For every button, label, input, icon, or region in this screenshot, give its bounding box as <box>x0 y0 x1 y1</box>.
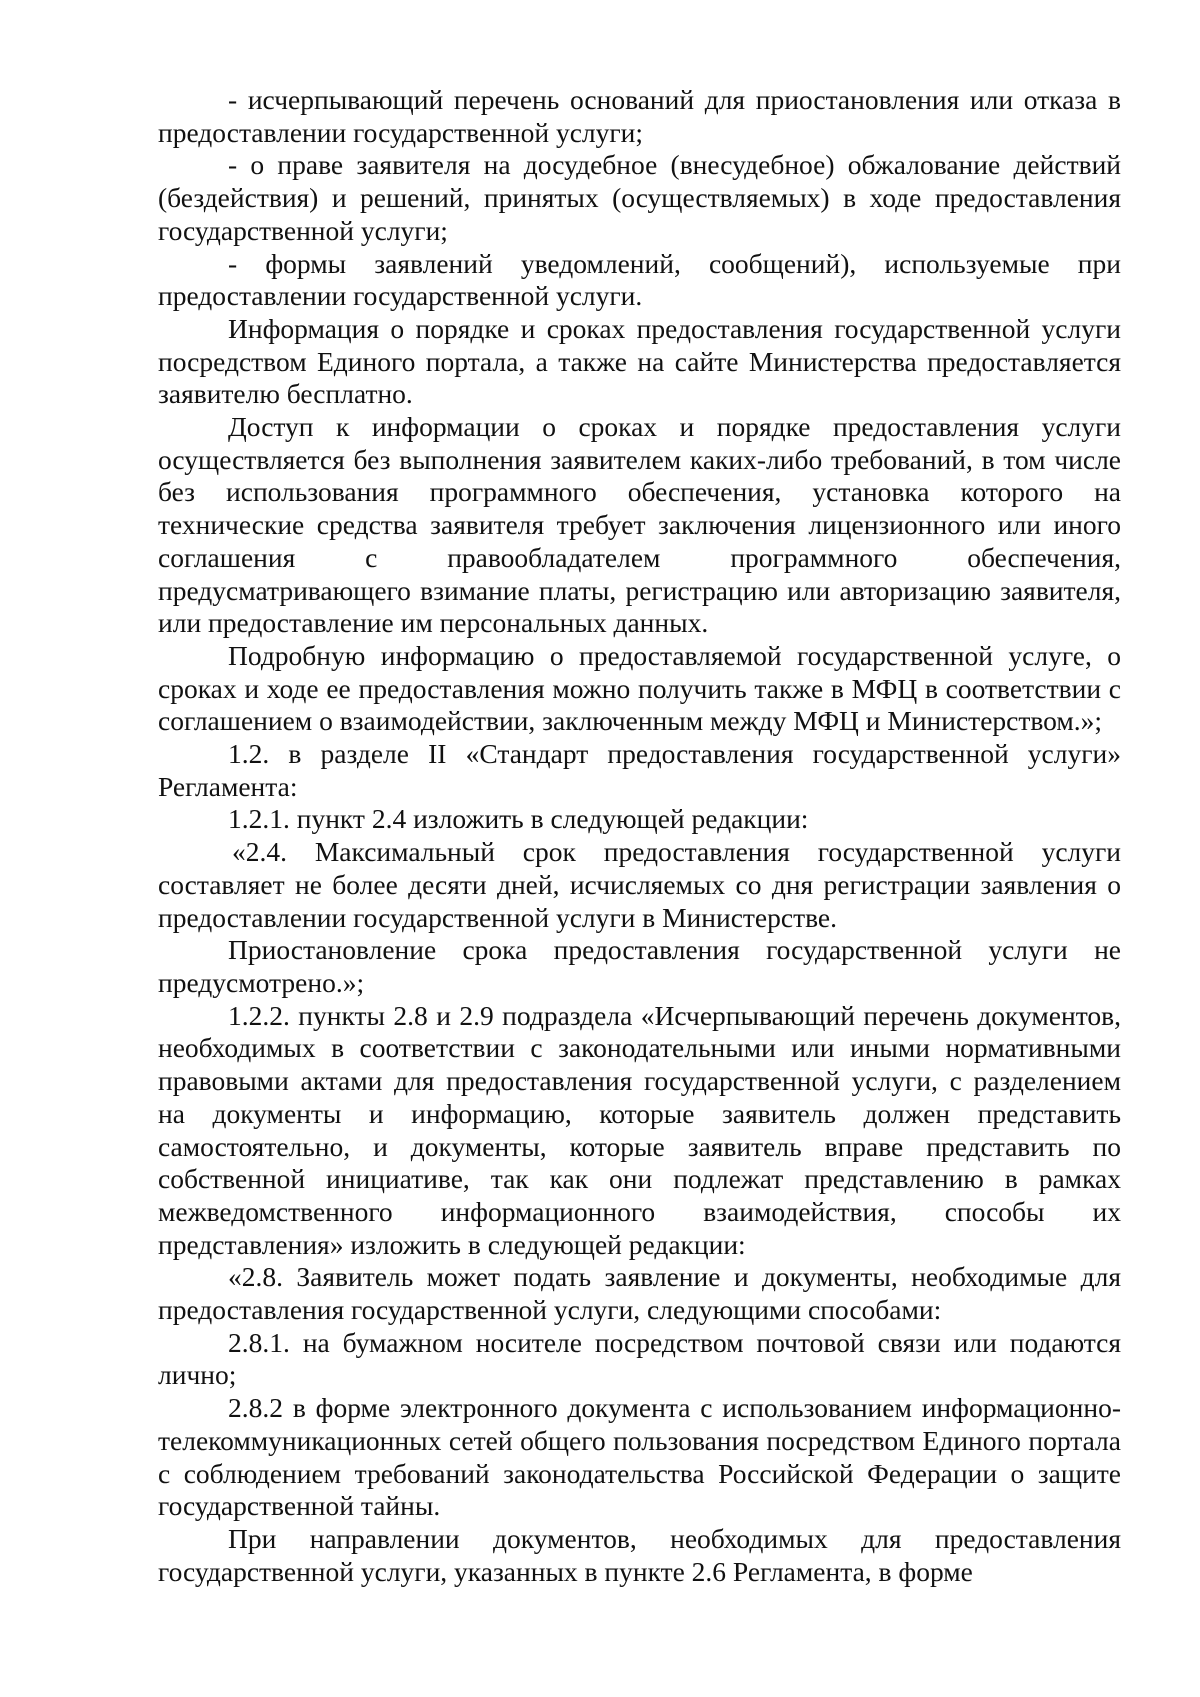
paragraph-11: 1.2.2. пункты 2.8 и 2.9 подраздела «Исчерпывающий перечень документов, необходимых в соответствии с законодательными или иными нормативными правовыми актами для предоставления государственной услуги, с разделением на документы и информацию, которые заявитель должен представить самостоятельно, и документы, которые заявитель вправе представить по собственной инициативе, так как они подлежат представлению в рамках межведомственного информационного взаимодействия, способы их представления» изложить в следующей редакции: <box>158 999 1121 1260</box>
document-page <box>158 84 1121 1588</box>
paragraph-15: При направлении документов, необходимых для предоставления государственной услуги, указанных в пункте 2.6 Регламента, в форме <box>158 1522 1121 1587</box>
paragraph-14: 2.8.2 в форме электронного документа с использованием информационно-телекоммуникационных сетей общего пользования посредством Единого портала с соблюдением требований законодательства Российской Федерации о защите государственной тайны. <box>158 1392 1121 1522</box>
paragraph-6: Подробную информацию о предоставляемой государственной услуге, о сроках и ходе ее предоставления можно получить также в МФЦ в соответствии с соглашением о взаимодействии, заключенным между МФЦ и Министерством.»; <box>158 639 1121 737</box>
paragraph-3: - формы заявлений уведомлений, сообщений), используемые при предоставлении государственной услуги. <box>158 247 1121 312</box>
paragraph-9: «2.4. Максимальный срок предоставления государственной услуги составляет не более десяти дней, исчисляемых со дня регистрации заявления о предоставлении государственной услуги в Министерстве. <box>158 836 1121 933</box>
paragraph-12: «2.8. Заявитель может подать заявление и документы, необходимые для предоставления государственной услуги, следующими способами: <box>158 1261 1121 1326</box>
paragraph-13: 2.8.1. на бумажном носителе посредством почтовой связи или подаются лично; <box>158 1326 1121 1391</box>
paragraph-2: - о праве заявителя на досудебное (внесудебное) обжалование действий (бездействия) и решений, принятых (осуществляемых) в ходе предоставления государственной услуги; <box>158 149 1121 246</box>
paragraph-5: Доступ к информации о сроках и порядке предоставления услуги осуществляется без выполнения заявителем каких-либо требований, в том числе без использования программного обеспечения, установка которого на технические средства заявителя требует заключения лицензионного или иного соглашения с правообладателем программного обеспечения, предусматривающего взимание платы, регистрацию или авторизацию заявителя, или предоставление им персональных данных. <box>158 411 1121 639</box>
paragraph-1: - исчерпывающий перечень оснований для приостановления или отказа в предоставлении государственной услуги; <box>158 84 1121 148</box>
paragraph-4: Информация о порядке и сроках предоставления государственной услуги посредством Единого портала, а также на сайте Министерства предоставляется заявителю бесплатно. <box>158 312 1121 410</box>
paragraph-10: Приостановление срока предоставления государственной услуги не предусмотрено.»; <box>158 934 1121 998</box>
paragraph-8: 1.2.1. пункт 2.4 изложить в следующей редакции: <box>228 803 809 835</box>
paragraph-7: 1.2. в разделе II «Стандарт предоставления государственной услуги» Регламента: <box>158 738 1121 802</box>
